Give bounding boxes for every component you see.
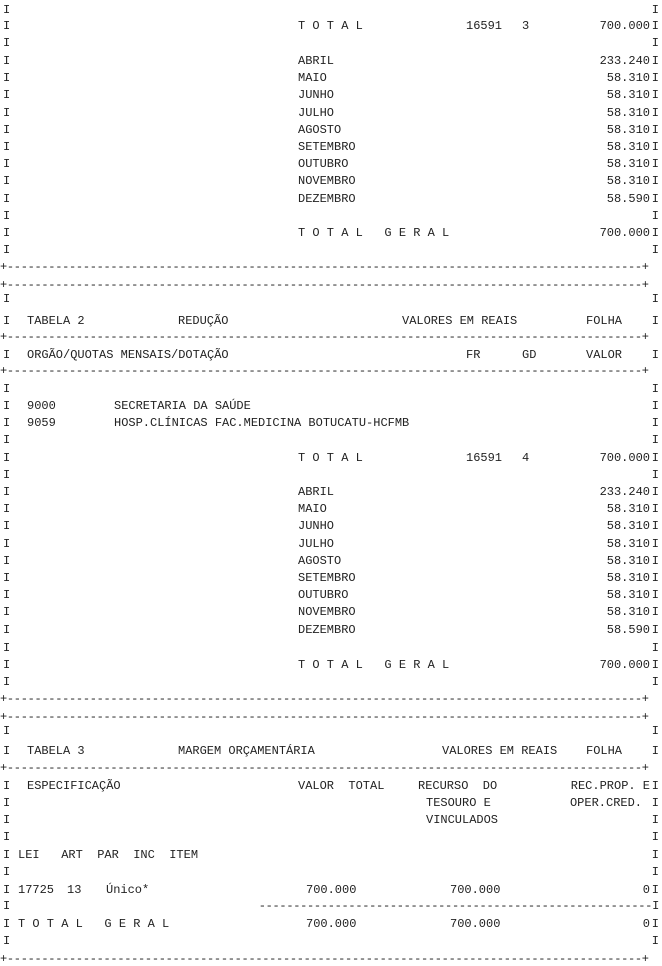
text-line (0, 432, 662, 448)
month-row (0, 622, 662, 638)
lei-header: LEI ART PAR INC ITEM (18, 848, 199, 862)
subtotal-rule: ---------------------------------------------------------I (258, 899, 659, 913)
month-row (0, 53, 662, 69)
text-line (0, 2, 662, 18)
right-border: I (651, 88, 659, 103)
column-header-row (0, 347, 662, 363)
left-border: I (3, 519, 11, 534)
total-seq: 3 (522, 19, 530, 33)
total-row (0, 450, 662, 466)
right-border: I (651, 451, 659, 465)
right-border: I (651, 536, 659, 551)
month-value: 58.590 (606, 622, 650, 637)
right-border: I (651, 571, 659, 585)
table-header-row (0, 743, 662, 759)
right-border: I (651, 3, 659, 17)
month-row (0, 70, 662, 86)
data-row (0, 882, 662, 898)
column-recurso: RECURSO DO (418, 779, 498, 793)
right-border: I (651, 502, 659, 517)
month-row (0, 173, 662, 189)
right-border: I (651, 658, 659, 672)
section-rule: +--------------------------------------------------------------------------------------------+ (0, 262, 649, 272)
column-recurso-line2: TESOURO E (426, 796, 491, 810)
month-value: 58.310 (606, 553, 650, 568)
right-border: I (651, 157, 659, 172)
right-border: I (651, 519, 659, 534)
month-row (0, 570, 662, 586)
valor-tesouro: 700.000 (450, 883, 501, 897)
left-border: I (3, 174, 11, 189)
text-line (0, 933, 662, 949)
table-title: TABELA 2 (27, 314, 85, 328)
left-border: I (3, 865, 11, 879)
left-border: I (3, 88, 11, 103)
text-line (0, 291, 662, 307)
grand-total-value: 700.000 (599, 226, 650, 240)
right-border: I (651, 724, 659, 738)
left-border: I (3, 451, 11, 465)
org-name: HOSP.CLÍNICAS FAC.MEDICINA BOTUCATU-HCFMB (114, 416, 410, 430)
month-name: AGOSTO (298, 553, 342, 568)
right-border: I (651, 883, 659, 897)
grand-valor-rec-prop: 0 (642, 917, 650, 931)
left-border: I (3, 348, 11, 362)
month-value: 58.310 (606, 157, 650, 172)
text-line (0, 723, 662, 739)
left-border: I (3, 416, 11, 430)
left-border: I (3, 641, 11, 655)
left-border: I (3, 19, 11, 33)
total-code: 16591 (466, 19, 503, 33)
left-border: I (3, 779, 11, 793)
right-border: I (651, 140, 659, 154)
left-border: I (3, 848, 11, 862)
lei-header-row (0, 847, 662, 863)
month-value: 58.310 (606, 88, 650, 103)
right-border: I (651, 348, 659, 362)
left-border: I (3, 399, 11, 413)
left-border: I (3, 71, 11, 86)
column-valor: VALOR (586, 348, 623, 362)
text-line (0, 864, 662, 880)
month-row (0, 156, 662, 172)
column-orgao: ORGÃO/QUOTAS MENSAIS/DOTAÇÃO (27, 348, 229, 362)
text-line (0, 208, 662, 224)
text-line (0, 467, 662, 483)
section-rule: +--------------------------------------------------------------------------------------------+ (0, 712, 649, 722)
left-border: I (3, 382, 11, 396)
month-value: 58.310 (606, 519, 650, 534)
column-header-row (0, 795, 662, 811)
right-border: I (651, 416, 659, 430)
left-border: I (3, 605, 11, 620)
month-value: 58.310 (606, 174, 650, 189)
right-border: I (651, 36, 659, 50)
month-value: 58.310 (606, 536, 650, 551)
month-name: MAIO (298, 71, 327, 86)
text-line (0, 674, 662, 690)
column-rec-prop: REC.PROP. E (570, 779, 650, 793)
left-border: I (3, 813, 11, 827)
text-line (0, 242, 662, 258)
total-label: T O T A L (298, 451, 363, 465)
right-border: I (651, 865, 659, 879)
column-rec-prop-line2: OPER.CRED. (569, 796, 642, 810)
right-border: I (651, 105, 659, 120)
right-border: I (651, 796, 659, 810)
par-value: Único* (106, 883, 150, 897)
left-border: I (3, 157, 11, 172)
left-border: I (3, 3, 11, 17)
left-border: I (3, 105, 11, 120)
month-value: 58.310 (606, 605, 650, 620)
right-border: I (651, 588, 659, 603)
left-border: I (3, 468, 11, 482)
org-row (0, 415, 662, 431)
column-recurso-line3: VINCULADOS (426, 813, 499, 827)
month-name: JUNHO (298, 88, 335, 103)
month-name: NOVEMBRO (298, 605, 356, 620)
left-border: I (3, 209, 11, 223)
left-border: I (3, 724, 11, 738)
column-gd: GD (522, 348, 537, 362)
month-row (0, 604, 662, 620)
right-border: I (651, 744, 659, 758)
text-line (0, 829, 662, 845)
column-valor-total: VALOR TOTAL (298, 779, 385, 793)
right-border: I (651, 226, 659, 240)
month-row (0, 536, 662, 552)
grand-total-row (0, 225, 662, 241)
org-row (0, 398, 662, 414)
right-border: I (651, 675, 659, 689)
month-name: OUTUBRO (298, 157, 349, 172)
left-border: I (3, 191, 11, 206)
left-border: I (3, 536, 11, 551)
left-border: I (3, 796, 11, 810)
left-border: I (3, 553, 11, 568)
month-name: JULHO (298, 105, 335, 120)
grand-valor-tesouro: 700.000 (450, 917, 501, 931)
month-name: DEZEMBRO (298, 622, 356, 637)
left-border: I (3, 433, 11, 447)
right-border: I (651, 848, 659, 862)
month-row (0, 191, 662, 207)
left-border: I (3, 243, 11, 257)
right-border: I (651, 917, 659, 931)
left-border: I (3, 899, 11, 913)
total-value: 700.000 (599, 19, 650, 33)
right-border: I (651, 399, 659, 413)
right-border: I (651, 641, 659, 655)
month-value: 58.310 (606, 502, 650, 517)
month-name: ABRIL (298, 54, 335, 68)
month-row (0, 105, 662, 121)
left-border: I (3, 122, 11, 137)
month-name: MAIO (298, 502, 327, 517)
right-border: I (651, 779, 659, 793)
left-border: I (3, 675, 11, 689)
art-number: 13 (67, 883, 82, 897)
month-row (0, 122, 662, 138)
right-border: I (651, 174, 659, 189)
right-border: I (651, 122, 659, 137)
right-border: I (651, 622, 659, 637)
table-title: TABELA 3 (27, 744, 85, 758)
grand-total-value: 700.000 (599, 658, 650, 672)
right-border: I (651, 382, 659, 396)
valor-rec-prop: 0 (642, 883, 650, 897)
right-border: I (651, 191, 659, 206)
right-border: I (651, 605, 659, 620)
month-name: OUTUBRO (298, 588, 349, 603)
month-row (0, 139, 662, 155)
valor-total: 700.000 (306, 883, 357, 897)
right-border: I (651, 209, 659, 223)
month-name: ABRIL (298, 485, 335, 499)
org-name: SECRETARIA DA SAÚDE (114, 399, 251, 413)
left-border: I (3, 485, 11, 499)
month-value: 233.240 (599, 485, 650, 499)
right-border: I (651, 243, 659, 257)
left-border: I (3, 226, 11, 240)
text-line (0, 381, 662, 397)
left-border: I (3, 934, 11, 948)
text-line (0, 35, 662, 51)
table-subtitle: MARGEM ORÇAMENTÁRIA (178, 744, 315, 758)
month-name: DEZEMBRO (298, 191, 356, 206)
grand-total-row (0, 916, 662, 932)
total-label: T O T A L (298, 19, 363, 33)
total-code: 16591 (466, 451, 503, 465)
table-header-row (0, 313, 662, 329)
month-row (0, 501, 662, 517)
right-border: I (651, 830, 659, 844)
org-code: 9000 (27, 399, 56, 413)
grand-total-label: T O T A L G E R A L (298, 658, 450, 672)
org-code: 9059 (27, 416, 56, 430)
section-rule: +--------------------------------------------------------------------------------------------+ (0, 694, 649, 704)
month-row (0, 553, 662, 569)
month-name: SETEMBRO (298, 140, 356, 154)
right-border: I (651, 314, 659, 328)
column-header-row (0, 778, 662, 794)
right-border: I (651, 485, 659, 499)
column-especificacao: ESPECIFICAÇÃO (27, 779, 121, 793)
column-header-row (0, 812, 662, 828)
right-border: I (651, 934, 659, 948)
subtotal-rule-line (0, 898, 662, 914)
month-value: 58.310 (606, 588, 650, 603)
month-name: JUNHO (298, 519, 335, 534)
month-row (0, 484, 662, 500)
month-value: 58.310 (606, 71, 650, 86)
right-border: I (651, 71, 659, 86)
values-label: VALORES EM REAIS (402, 314, 518, 328)
month-name: AGOSTO (298, 122, 342, 137)
right-border: I (651, 433, 659, 447)
month-row (0, 87, 662, 103)
values-label: VALORES EM REAIS (442, 744, 558, 758)
grand-total-label: T O T A L G E R A L (18, 917, 170, 931)
left-border: I (3, 36, 11, 50)
right-border: I (651, 813, 659, 827)
month-name: JULHO (298, 536, 335, 551)
lei-number: 17725 (18, 883, 55, 897)
month-value: 58.310 (606, 122, 650, 137)
month-value: 58.310 (606, 571, 650, 585)
column-fr: FR (466, 348, 481, 362)
header-rule: +--------------------------------------------------------------------------------------------+ (0, 763, 649, 773)
left-border: I (3, 830, 11, 844)
right-border: I (651, 292, 659, 306)
folha-label: FOLHA (586, 744, 623, 758)
month-value: 58.590 (606, 191, 650, 206)
header-rule: +--------------------------------------------------------------------------------------------+ (0, 366, 649, 376)
total-seq: 4 (522, 451, 530, 465)
month-value: 233.240 (599, 54, 650, 68)
grand-valor-total: 700.000 (306, 917, 357, 931)
section-rule: +--------------------------------------------------------------------------------------------+ (0, 954, 649, 964)
text-line (0, 640, 662, 656)
month-value: 58.310 (606, 105, 650, 120)
left-border: I (3, 292, 11, 306)
left-border: I (3, 744, 11, 758)
month-row (0, 518, 662, 534)
right-border: I (651, 54, 659, 68)
month-name: NOVEMBRO (298, 174, 356, 189)
month-value: 58.310 (606, 140, 650, 154)
total-row (0, 18, 662, 34)
section-rule: +--------------------------------------------------------------------------------------------+ (0, 280, 649, 290)
left-border: I (3, 658, 11, 672)
grand-total-row (0, 657, 662, 673)
left-border: I (3, 588, 11, 603)
left-border: I (3, 917, 11, 931)
left-border: I (3, 571, 11, 585)
left-border: I (3, 502, 11, 517)
right-border: I (651, 19, 659, 33)
month-row (0, 587, 662, 603)
left-border: I (3, 314, 11, 328)
right-border: I (651, 553, 659, 568)
grand-total-label: T O T A L G E R A L (298, 226, 450, 240)
total-value: 700.000 (599, 451, 650, 465)
folha-label: FOLHA (586, 314, 623, 328)
left-border: I (3, 622, 11, 637)
table-subtitle: REDUÇÃO (178, 314, 229, 328)
left-border: I (3, 883, 11, 897)
left-border: I (3, 54, 11, 68)
header-rule: +--------------------------------------------------------------------------------------------+ (0, 332, 649, 342)
left-border: I (3, 140, 11, 154)
right-border: I (651, 468, 659, 482)
month-name: SETEMBRO (298, 571, 356, 585)
